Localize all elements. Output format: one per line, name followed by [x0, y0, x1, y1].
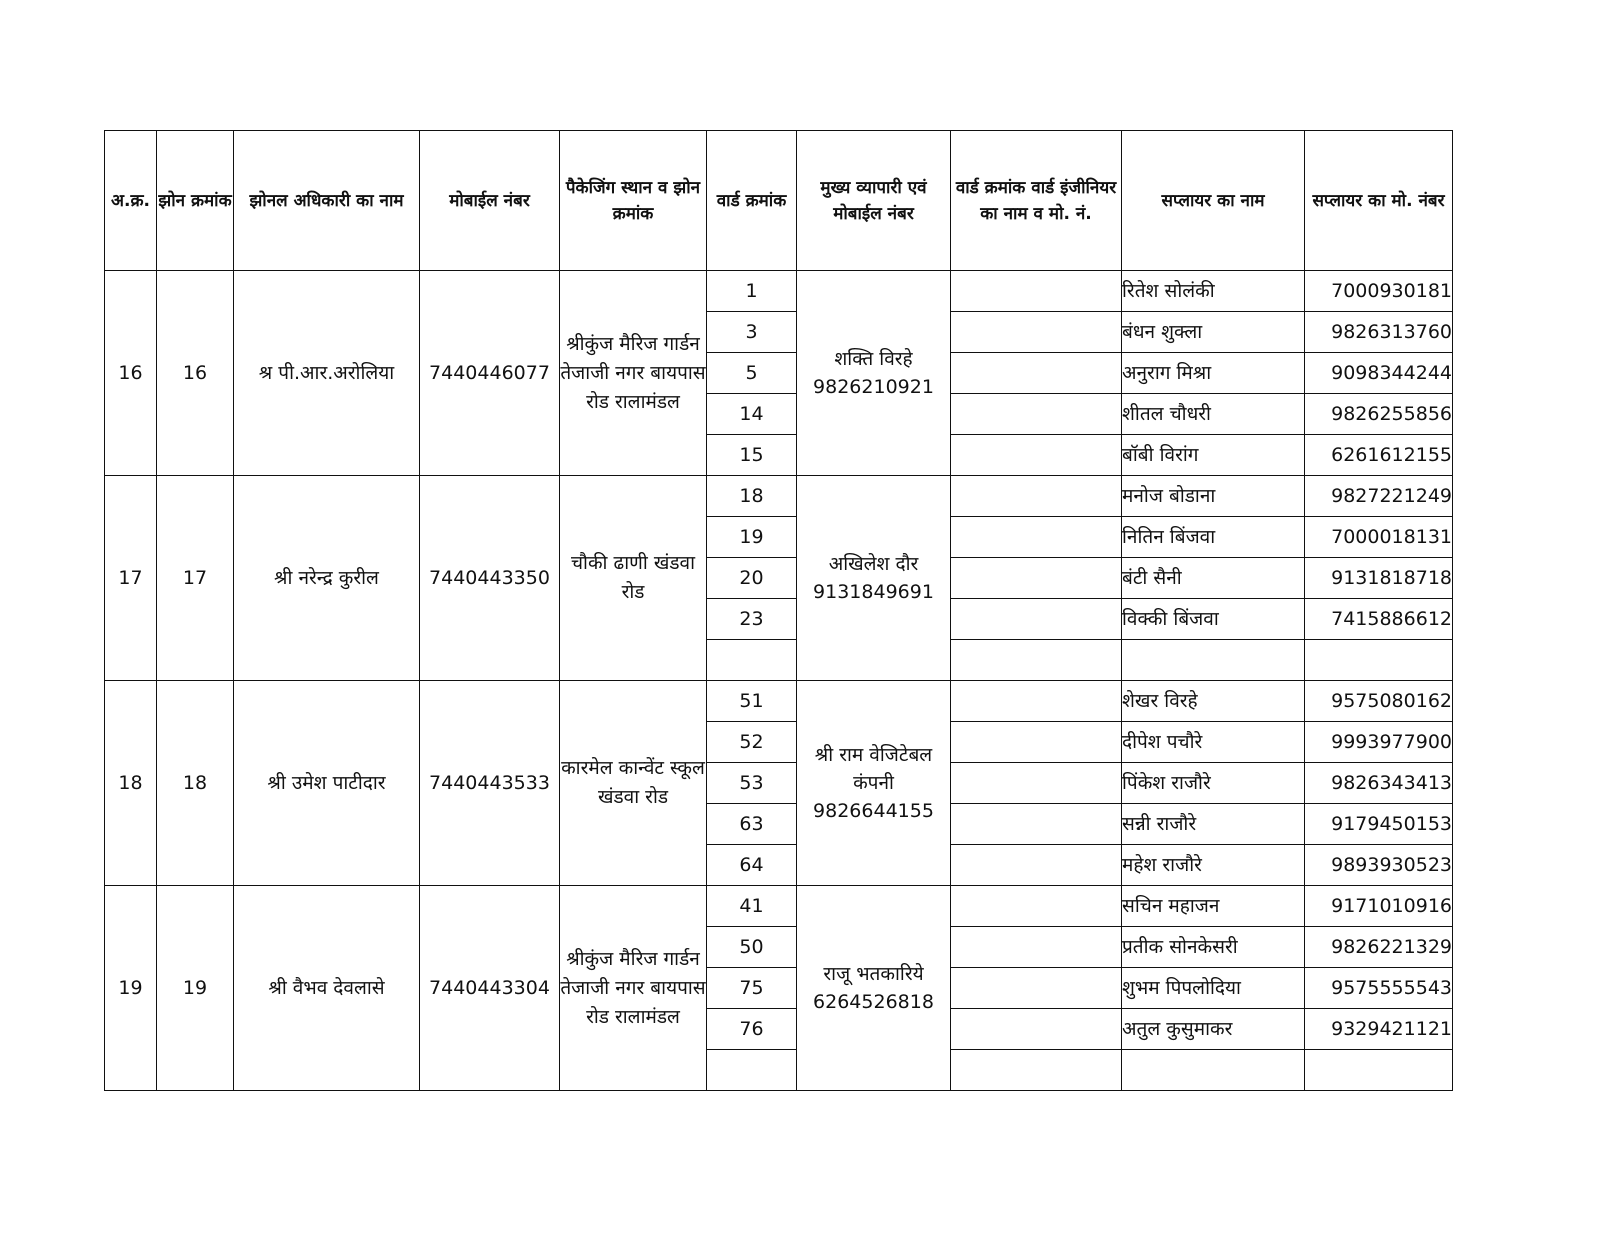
ward-number: 53: [707, 763, 797, 804]
engineer-cell: [951, 558, 1122, 599]
zone-table: [104, 130, 1453, 1091]
officer-name: श्री उमेश पाटीदार: [234, 681, 420, 886]
header-supplier: सप्लायर का नाम: [1122, 131, 1305, 271]
zone-number: 18: [157, 681, 234, 886]
table-row: [105, 681, 1453, 722]
trader-cell: [797, 271, 951, 476]
header-packing-place: पैकेजिंग स्थान व झोन क्रमांक: [560, 131, 707, 271]
supplier-mobile: 9893930523: [1305, 845, 1453, 886]
ward-number: 14: [707, 394, 797, 435]
supplier-name: प्रतीक सोनकेसरी: [1122, 927, 1305, 968]
supplier-mobile: 9826255856: [1305, 394, 1453, 435]
header-sr: अ.क्र.: [105, 131, 157, 271]
ward-number: 19: [707, 517, 797, 558]
engineer-cell: [951, 1009, 1122, 1050]
supplier-mobile: 9827221249: [1305, 476, 1453, 517]
engineer-cell: [951, 804, 1122, 845]
packing-place: कारमेल कान्वेंट स्कूल खंडवा रोड: [560, 681, 707, 886]
engineer-cell: [951, 968, 1122, 1009]
officer-name: श्र पी.आर.अरोलिया: [234, 271, 420, 476]
supplier-name: मनोज बोडाना: [1122, 476, 1305, 517]
serial-number: 17: [105, 476, 157, 681]
header-supplier-mobile: सप्लायर का मो. नंबर: [1305, 131, 1453, 271]
header-engineer: वार्ड क्रमांक वार्ड इंजीनियर का नाम व मो. नं.: [951, 131, 1122, 271]
ward-number: 76: [707, 1009, 797, 1050]
trader-name: श्री राम वेजिटेबल कंपनी: [814, 744, 933, 794]
engineer-cell: [951, 1050, 1122, 1091]
supplier-mobile: 7415886612: [1305, 599, 1453, 640]
supplier-mobile: 9098344244: [1305, 353, 1453, 394]
supplier-name: अतुल कुसुमाकर: [1122, 1009, 1305, 1050]
engineer-cell: [951, 640, 1122, 681]
serial-number: 16: [105, 271, 157, 476]
ward-number: 63: [707, 804, 797, 845]
supplier-mobile: 9179450153: [1305, 804, 1453, 845]
officer-name: श्री नरेन्द्र कुरील: [234, 476, 420, 681]
trader-mobile: 6264526818: [813, 991, 934, 1013]
engineer-cell: [951, 681, 1122, 722]
trader-cell: [797, 886, 951, 1091]
packing-place: चौकी ढाणी खंडवा रोड: [560, 476, 707, 681]
ward-number: 50: [707, 927, 797, 968]
header-officer: झोनल अधिकारी का नाम: [234, 131, 420, 271]
trader-cell: [797, 681, 951, 886]
trader-name: शक्ति विरहे: [834, 348, 913, 370]
ward-number: 3: [707, 312, 797, 353]
supplier-mobile: 9575080162: [1305, 681, 1453, 722]
officer-name: श्री वैभव देवलासे: [234, 886, 420, 1091]
header-ward: वार्ड क्रमांक: [707, 131, 797, 271]
engineer-cell: [951, 476, 1122, 517]
supplier-name: सन्नी राजौरे: [1122, 804, 1305, 845]
ward-number: 75: [707, 968, 797, 1009]
ward-number: 41: [707, 886, 797, 927]
trader-mobile: 9826210921: [813, 376, 934, 398]
supplier-mobile: 6261612155: [1305, 435, 1453, 476]
ward-number: [707, 640, 797, 681]
ward-number: [707, 1050, 797, 1091]
supplier-name: महेश राजौरे: [1122, 845, 1305, 886]
zone-number: 17: [157, 476, 234, 681]
supplier-name: विक्की बिंजवा: [1122, 599, 1305, 640]
engineer-cell: [951, 927, 1122, 968]
officer-mobile: 7440443304: [420, 886, 560, 1091]
header-row: [105, 131, 1453, 271]
serial-number: 18: [105, 681, 157, 886]
supplier-mobile: 9131818718: [1305, 558, 1453, 599]
supplier-name: बंटी सैनी: [1122, 558, 1305, 599]
ward-number: 1: [707, 271, 797, 312]
supplier-name: सचिन महाजन: [1122, 886, 1305, 927]
ward-number: 51: [707, 681, 797, 722]
supplier-mobile: 9826343413: [1305, 763, 1453, 804]
trader-mobile: 9826644155: [813, 800, 934, 822]
serial-number: 19: [105, 886, 157, 1091]
officer-mobile: 7440443350: [420, 476, 560, 681]
engineer-cell: [951, 763, 1122, 804]
zone-number: 16: [157, 271, 234, 476]
engineer-cell: [951, 271, 1122, 312]
engineer-cell: [951, 599, 1122, 640]
ward-number: 52: [707, 722, 797, 763]
supplier-mobile: 9171010916: [1305, 886, 1453, 927]
header-trader: मुख्य व्यापारी एवं मोबाईल नंबर: [797, 131, 951, 271]
supplier-name: रितेश सोलंकी: [1122, 271, 1305, 312]
trader-name: अखिलेश दौर: [828, 553, 919, 575]
engineer-cell: [951, 722, 1122, 763]
supplier-mobile: 9993977900: [1305, 722, 1453, 763]
officer-mobile: 7440443533: [420, 681, 560, 886]
trader-name: राजू भतकारिये: [823, 963, 924, 985]
table-row: [105, 271, 1453, 312]
supplier-mobile: [1305, 1050, 1453, 1091]
header-zone-number: झोन क्रमांक: [157, 131, 234, 271]
supplier-name: शीतल चौधरी: [1122, 394, 1305, 435]
packing-place: श्रीकुंज मैरिज गार्डन तेजाजी नगर बायपास रोड रालामंडल: [560, 271, 707, 476]
table-row: [105, 476, 1453, 517]
supplier-mobile: 7000930181: [1305, 271, 1453, 312]
zone-number: 19: [157, 886, 234, 1091]
engineer-cell: [951, 517, 1122, 558]
engineer-cell: [951, 353, 1122, 394]
supplier-name: पिंकेश राजौरे: [1122, 763, 1305, 804]
trader-cell: [797, 476, 951, 681]
supplier-mobile: 9575555543: [1305, 968, 1453, 1009]
ward-number: 5: [707, 353, 797, 394]
ward-number: 23: [707, 599, 797, 640]
ward-number: 64: [707, 845, 797, 886]
supplier-name: दीपेश पचौरे: [1122, 722, 1305, 763]
supplier-name: शुभम पिपलोदिया: [1122, 968, 1305, 1009]
supplier-mobile: 7000018131: [1305, 517, 1453, 558]
supplier-name: [1122, 640, 1305, 681]
engineer-cell: [951, 312, 1122, 353]
ward-number: 20: [707, 558, 797, 599]
supplier-mobile: 9826313760: [1305, 312, 1453, 353]
supplier-mobile: 9826221329: [1305, 927, 1453, 968]
supplier-mobile: 9329421121: [1305, 1009, 1453, 1050]
supplier-name: बंधन शुक्ला: [1122, 312, 1305, 353]
officer-mobile: 7440446077: [420, 271, 560, 476]
supplier-mobile: [1305, 640, 1453, 681]
trader-mobile: 9131849691: [813, 581, 934, 603]
header-mobile: मोबाईल नंबर: [420, 131, 560, 271]
supplier-name: अनुराग मिश्रा: [1122, 353, 1305, 394]
supplier-name: नितिन बिंजवा: [1122, 517, 1305, 558]
packing-place: श्रीकुंज मैरिज गार्डन तेजाजी नगर बायपास रोड रालामंडल: [560, 886, 707, 1091]
engineer-cell: [951, 394, 1122, 435]
supplier-name: शेखर विरहे: [1122, 681, 1305, 722]
ward-number: 15: [707, 435, 797, 476]
supplier-name: बॉबी विरांग: [1122, 435, 1305, 476]
engineer-cell: [951, 435, 1122, 476]
engineer-cell: [951, 886, 1122, 927]
supplier-name: [1122, 1050, 1305, 1091]
table-row: [105, 886, 1453, 927]
engineer-cell: [951, 845, 1122, 886]
ward-number: 18: [707, 476, 797, 517]
